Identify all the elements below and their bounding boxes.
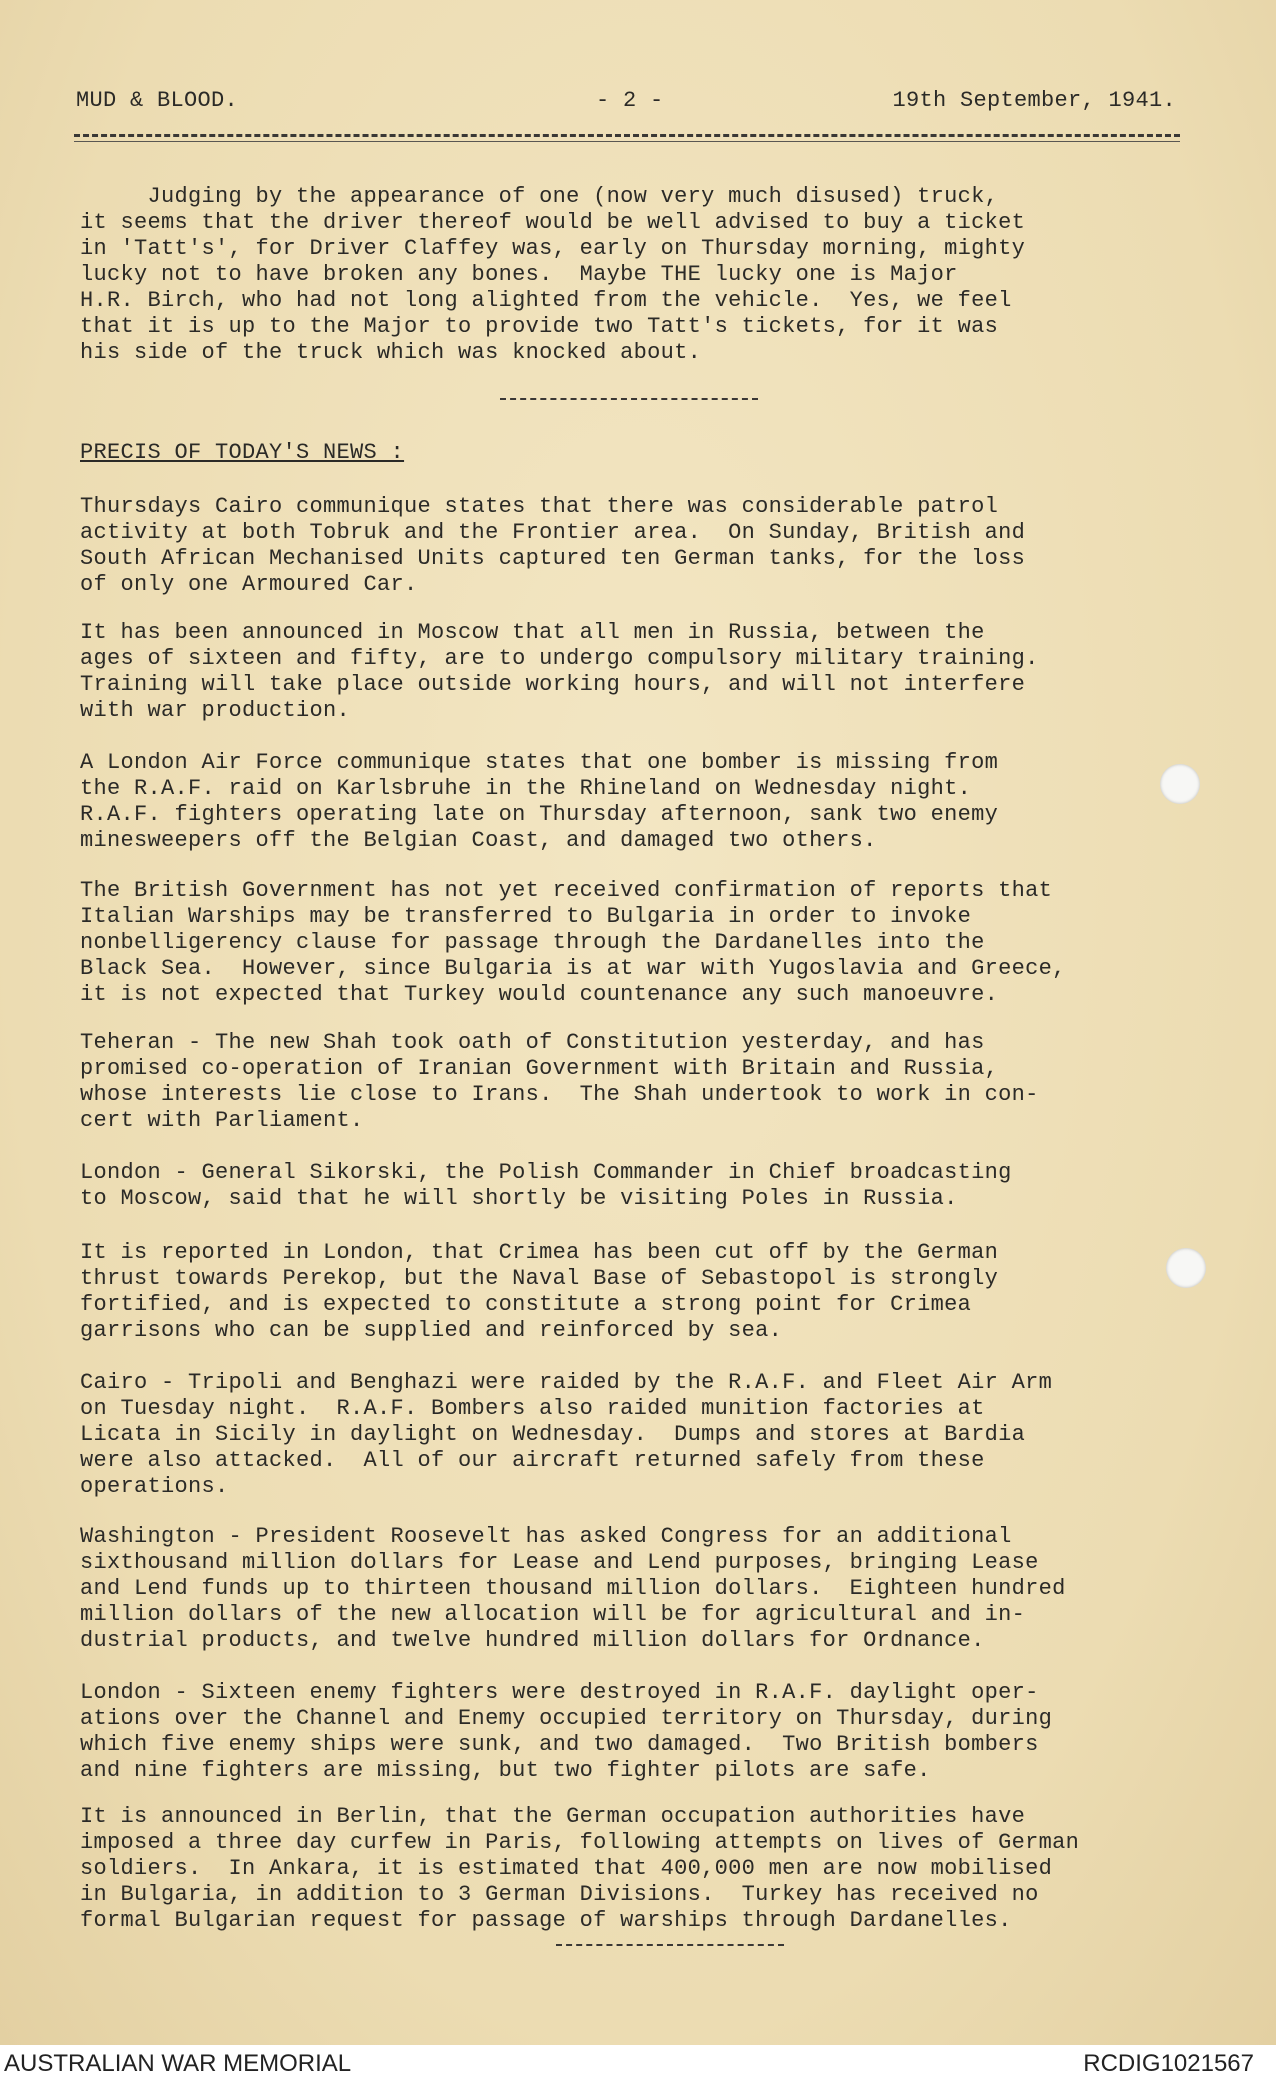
punch-hole-upper xyxy=(1160,764,1200,804)
page-header xyxy=(76,88,1176,118)
news-item-crimea: It is reported in London, that Crimea has been cut off by the German thrust towards Perekop, but the Naval Base of Sebastopol is strongly fortified, and is expected to constitute a strong point for Crimea garrisons who can be supplied and reinforced by sea. xyxy=(80,1240,999,1343)
section-divider xyxy=(500,398,758,400)
publication-name: MUD & BLOOD. xyxy=(76,88,239,113)
archive-footer xyxy=(0,2045,1276,2082)
news-item-london-air-force: A London Air Force communique states that one bomber is missing from the R.A.F. raid on Karlsbruhe in the Rhineland on Wednesday night. R.A.F. fighters operating late on Thursday afternoon, sank two enemy minesweepers off the Belgian Coast, and damaged two others. xyxy=(80,750,999,853)
news-item-moscow-training: It has been announced in Moscow that all men in Russia, between the ages of sixteen and fifty, are to undergo compulsory military training. Training will take place outside working hours, and will not interfere with war production. xyxy=(80,620,1039,723)
news-item-teheran: Teheran - The new Shah took oath of Constitution yesterday, and has promised co-operation of Iranian Government with Britain and Russia, whose interests lie close to Irans. The Shah undertook to work in con- cert with Parliament. xyxy=(80,1030,1039,1133)
news-item-cairo-raids: Cairo - Tripoli and Benghazi were raided by the R.A.F. and Fleet Air Arm on Tuesday night. R.A.F. Bombers also raided munition factories at Licata in Sicily in daylight on Wednesday. Dumps and stores at Bardia were also attacked. All of our aircraft returned safely from these operations. xyxy=(80,1370,1053,1499)
header-underline xyxy=(74,141,1180,142)
news-item-cairo-communique: Thursdays Cairo communique states that there was considerable patrol activity at both Tobruk and the Frontier area. On Sunday, British and South African Mechanised Units captured ten German tanks, for the loss of only one Armoured Car. xyxy=(80,494,1026,597)
issue-date: 19th September, 1941. xyxy=(892,88,1176,113)
section-title: PRECIS OF TODAY'S NEWS : xyxy=(80,440,405,465)
closing-divider xyxy=(556,1944,784,1946)
header-rule xyxy=(74,134,1180,137)
intro-paragraph: Judging by the appearance of one (now very much disused) truck, it seems that the driver thereof would be well advised to buy a ticket in 'Tatt's', for Driver Claffey was, early on Thursday morning, mighty lucky not to have broken any bones. Maybe THE lucky one is Major H.R. Birch, who had not long alighted from the vehicle. Yes, we feel that it is up to the Major to provide two Tatt's tickets, for it was his side of the truck which was knocked about. xyxy=(80,184,1026,365)
news-item-london-fighters: London - Sixteen enemy fighters were destroyed in R.A.F. daylight oper- ations over the Channel and Enemy occupied territory on Thursday, during which five enemy ships were sunk, and two damaged. Two British bombers and nine fighters are missing, but two fighter pilots are safe. xyxy=(80,1680,1053,1783)
punch-hole-lower xyxy=(1166,1248,1206,1288)
news-item-berlin-curfew: It is announced in Berlin, that the German occupation authorities have imposed a three day curfew in Paris, following attempts on lives of German soldiers. In Ankara, it is estimated that 400,000 men are now mobilised in Bulgaria, in addition to 3 German Divisions. Turkey has received no formal Bulgarian request for passage of warships through Dardanelles. xyxy=(80,1804,1080,1933)
news-item-washington: Washington - President Roosevelt has asked Congress for an additional sixthousand million dollars for Lease and Lend purposes, bringing Lease and Lend funds up to thirteen thousand million dollars. Eighteen hundred million dollars of the new allocation will be for agricultural and in- dustrial products, and twelve hundred million dollars for Ordnance. xyxy=(80,1524,1066,1653)
archive-record-id: RCDIG1021567 xyxy=(1083,2050,1254,2077)
archive-name: AUSTRALIAN WAR MEMORIAL xyxy=(4,2050,352,2077)
news-item-london-sikorski: London - General Sikorski, the Polish Commander in Chief broadcasting to Moscow, said that he will shortly be visiting Poles in Russia. xyxy=(80,1160,1012,1211)
page-number: - 2 - xyxy=(596,88,664,113)
news-item-british-government: The British Government has not yet received confirmation of reports that Italian Warships may be transferred to Bulgaria in order to invoke nonbelligerency clause for passage through the Dardanelles into the Black Sea. However, since Bulgaria is at war with Yugoslavia and Greece, it is not expected that Turkey would countenance any such manoeuvre. xyxy=(80,878,1066,1007)
